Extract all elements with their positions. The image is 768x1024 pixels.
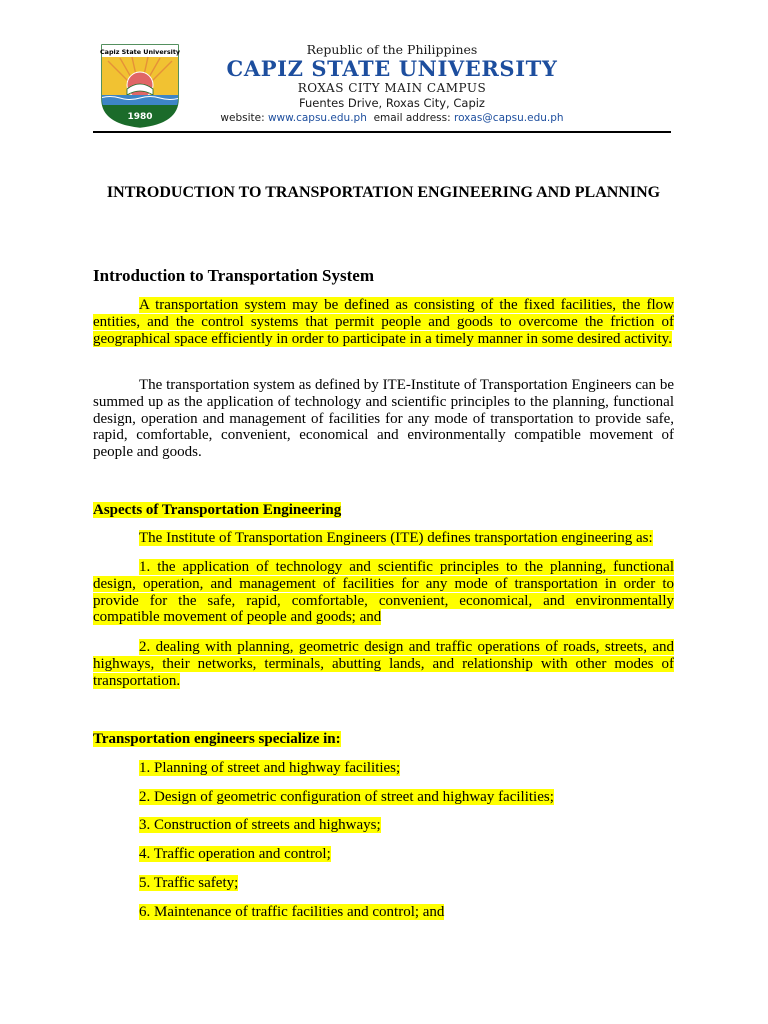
header-divider (93, 131, 671, 133)
aspect-item-2: 2. dealing with planning, geometric design and traffic operations of roads, streets, and highways, their networks, terminals, abutting lands, and relationship with other modes of transportation. (93, 639, 674, 689)
section-heading-aspects: Aspects of Transportation Engineering (93, 502, 342, 518)
seal-year-text: 1980 (127, 112, 153, 122)
paragraph-definition (93, 297, 674, 347)
aspects-intro: The Institute of Transportation Engineers (ITE) defines transportation engineering as: (139, 530, 653, 546)
seal-name-text: Capiz State University (100, 48, 180, 56)
website-link[interactable]: www.capsu.edu.ph (267, 112, 367, 124)
email-label: email address: (373, 112, 451, 124)
list-item: 5. Traffic safety; (139, 875, 239, 891)
letterhead (200, 42, 584, 126)
document-title: INTRODUCTION TO TRANSPORTATION ENGINEERING AND PLANNING (106, 184, 661, 201)
university-name: CAPIZ STATE UNIVERSITY (226, 56, 558, 81)
address-line: Fuentes Drive, Roxas City, Capiz (299, 96, 485, 110)
list-item: 4. Traffic operation and control; (139, 846, 331, 862)
section-heading-specialize: Transportation engineers specialize in: (93, 731, 341, 747)
aspect-item-1: 1. the application of technology and scientific principles to the planning, functional design, operation, and management of facilities for any mode of transportation in order to provide for the safe, rapid, comfortable, convenient, economical, and environmentally compatible movement of people and goods; and (93, 559, 674, 626)
university-seal-logo (100, 43, 180, 128)
campus-name: ROXAS CITY MAIN CAMPUS (297, 81, 487, 95)
email-link[interactable]: roxas@capsu.edu.ph (454, 112, 564, 124)
highlighted-text: A transportation system may be defined as consisting of the fixed facilities, the flow entities, and the control systems that permit people and goods to overcome the friction of geographical space efficiently in order to participate in a timely manner in some desired activity. (93, 297, 674, 347)
section-heading-transportation-system: Introduction to Transportation System (93, 266, 374, 285)
list-item: 2. Design of geometric configuration of street and highway facilities; (139, 789, 554, 805)
contact-line (200, 111, 584, 126)
list-item: 6. Maintenance of traffic facilities and control; and (139, 904, 445, 920)
republic-line: Republic of the Philippines (306, 42, 478, 57)
list-item: 3. Construction of streets and highways; (139, 817, 381, 833)
website-label: website: (220, 112, 265, 124)
paragraph-ite-definition: The transportation system as defined by ITE-Institute of Transportation Engineers can be summed up as the application of technology and scientific principles to the planning, functional design, operation and management of facilities for any mode of transportation to provide safe, rapid, comfortable, convenient, economical and environmentally compatible movement of people and goods. (93, 377, 674, 461)
list-item: 1. Planning of street and highway facilities; (139, 760, 401, 776)
